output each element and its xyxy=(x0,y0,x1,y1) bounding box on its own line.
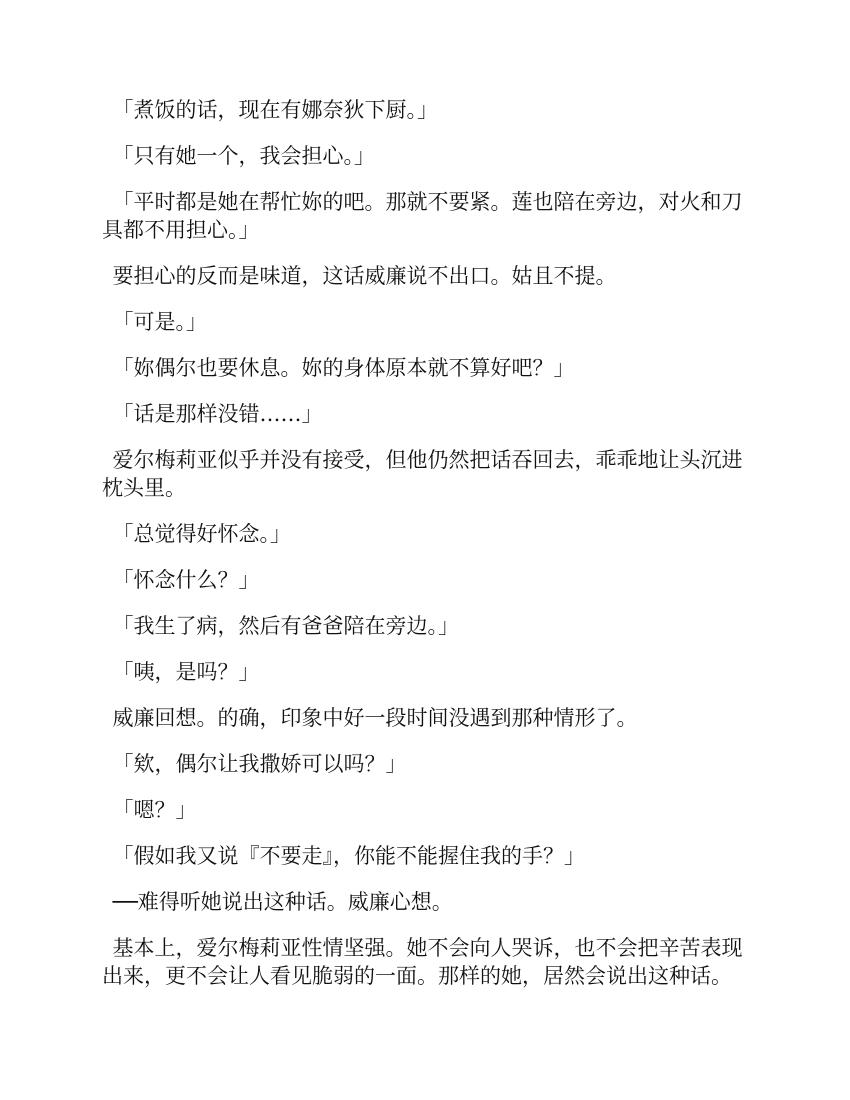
paragraph: 「欸，偶尔让我撒娇可以吗？」 xyxy=(112,752,407,776)
paragraph: 「我生了病，然后有爸爸陪在旁边。」 xyxy=(112,614,459,638)
document-page xyxy=(102,96,747,1008)
paragraph: ──难得听她说出这种话。威廉心想。 xyxy=(112,890,453,914)
paragraph: 「可是。」 xyxy=(112,310,207,334)
paragraph: 威廉回想。的确，印象中好一段时间没遇到那种情形了。 xyxy=(112,706,638,730)
paragraph: 「只有她一个，我会担心。」 xyxy=(112,144,375,168)
paragraph: 「平时都是她在帮忙妳的吧。那就不要紧。莲也陪在旁边，对火和刀具都不用担心。」 xyxy=(102,190,743,242)
paragraph: 「怀念什么？」 xyxy=(112,568,260,592)
paragraph: 「话是那样没错……」 xyxy=(112,402,323,426)
paragraph: 爱尔梅莉亚似乎并没有接受，但他仍然把话吞回去，乖乖地让头沉进枕头里。 xyxy=(102,448,743,500)
paragraph: 「嗯？」 xyxy=(112,798,197,822)
paragraph: 「煮饭的话，现在有娜奈狄下厨。」 xyxy=(112,98,438,122)
paragraph: 要担心的反而是味道，这话威廉说不出口。姑且不提。 xyxy=(112,264,617,288)
paragraph: 基本上，爱尔梅莉亚性情坚强。她不会向人哭诉，也不会把辛苦表现出来，更不会让人看见脆弱的一面。那样的她，居然会说出这种话。 xyxy=(102,936,743,988)
paragraph: 「咦，是吗？」 xyxy=(112,660,260,684)
paragraph: 「假如我又说『不要走』，你能不能握住我的手？」 xyxy=(112,844,585,868)
paragraph: 「总觉得好怀念。」 xyxy=(112,522,291,546)
paragraph: 「妳偶尔也要休息。妳的身体原本就不算好吧？」 xyxy=(112,356,575,380)
